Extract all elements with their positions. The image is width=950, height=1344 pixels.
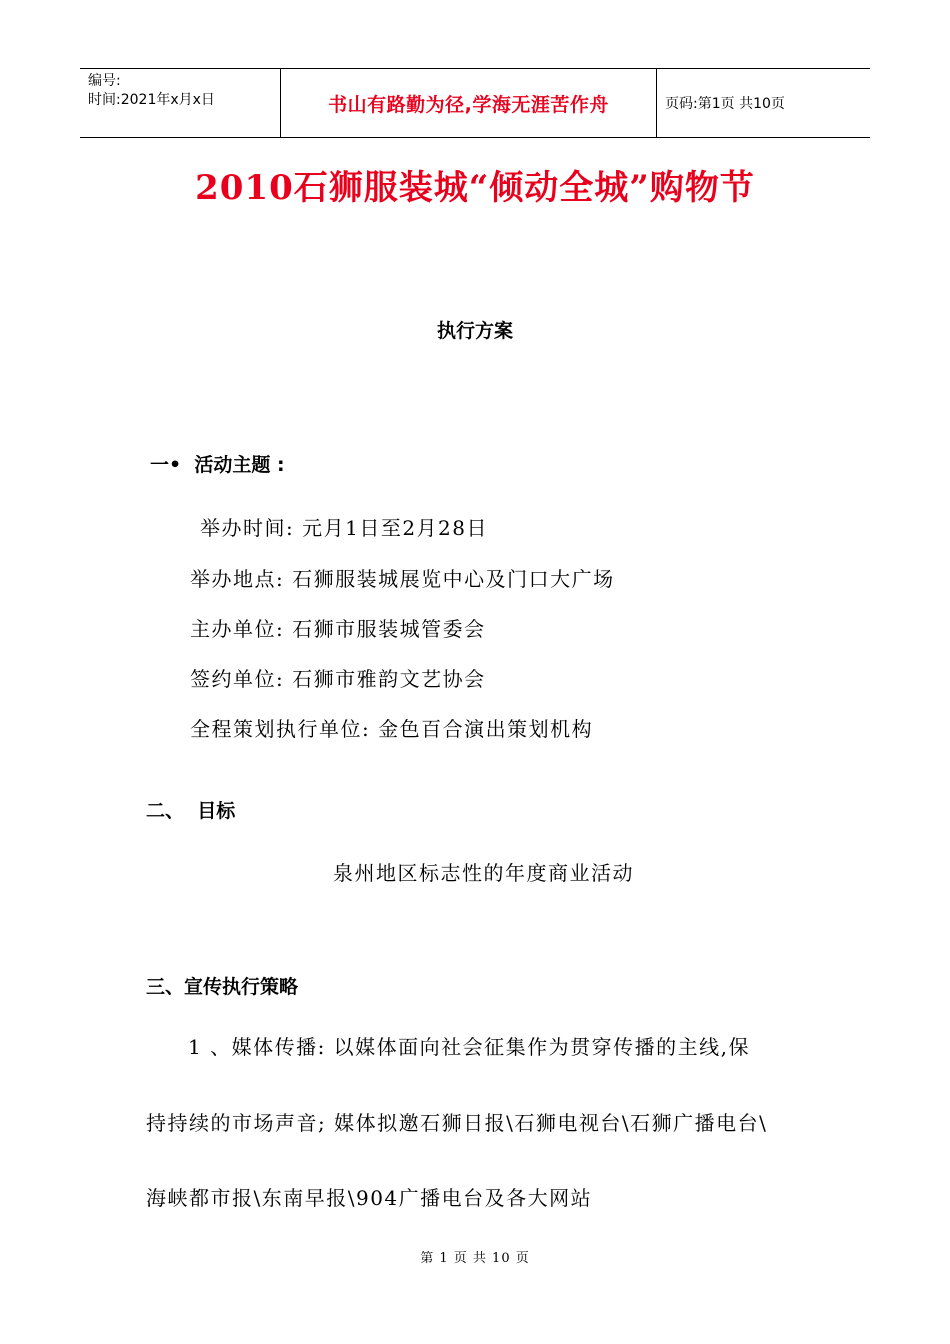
- section-3-line-1: 1 、媒体传播: 以媒体面向社会征集作为贯穿传播的主线,保: [188, 1035, 751, 1059]
- section-1-heading: 一• 活动主题 :: [150, 454, 285, 476]
- header-motto: 书山有路勤为径,学海无涯苦作舟: [281, 69, 657, 137]
- section-1-line-time: 举办时间: 元月1日至2月28日: [200, 516, 488, 540]
- document-number-label: 编号:: [88, 73, 121, 89]
- section-3-heading: 三、宣传执行策略: [146, 976, 299, 998]
- page-header: [80, 68, 870, 138]
- section-1-line-venue: 举办地点: 石狮服装城展览中心及门口大广场: [190, 567, 615, 591]
- section-2-text: 泉州地区标志性的年度商业活动: [333, 861, 634, 885]
- section-3-line-3: 海峡都市报\东南早报\904广播电台及各大网站: [146, 1186, 593, 1210]
- document-subtitle: 执行方案: [436, 320, 513, 342]
- header-page-info: 页码:第1页 共10页: [665, 96, 785, 112]
- section-1-line-contractor: 签约单位: 石狮市雅韵文艺协会: [190, 667, 486, 691]
- section-1-line-host: 主办单位: 石狮市服装城管委会: [190, 617, 486, 641]
- section-1-line-planner: 全程策划执行单位: 金色百合演出策划机构: [190, 717, 594, 741]
- page-footer: 第 1 页 共 10 页: [420, 1251, 530, 1266]
- document-title: 2010石狮服装城“倾动全城”购物节: [195, 168, 755, 208]
- header-meta: [80, 69, 281, 137]
- section-2-heading: 二、 目标: [146, 800, 236, 822]
- section-3-line-2: 持持续的市场声音; 媒体拟邀石狮日报\石狮电视台\石狮广播电台\: [146, 1111, 768, 1135]
- document-time-label: 时间:2021年x月x日: [88, 92, 215, 108]
